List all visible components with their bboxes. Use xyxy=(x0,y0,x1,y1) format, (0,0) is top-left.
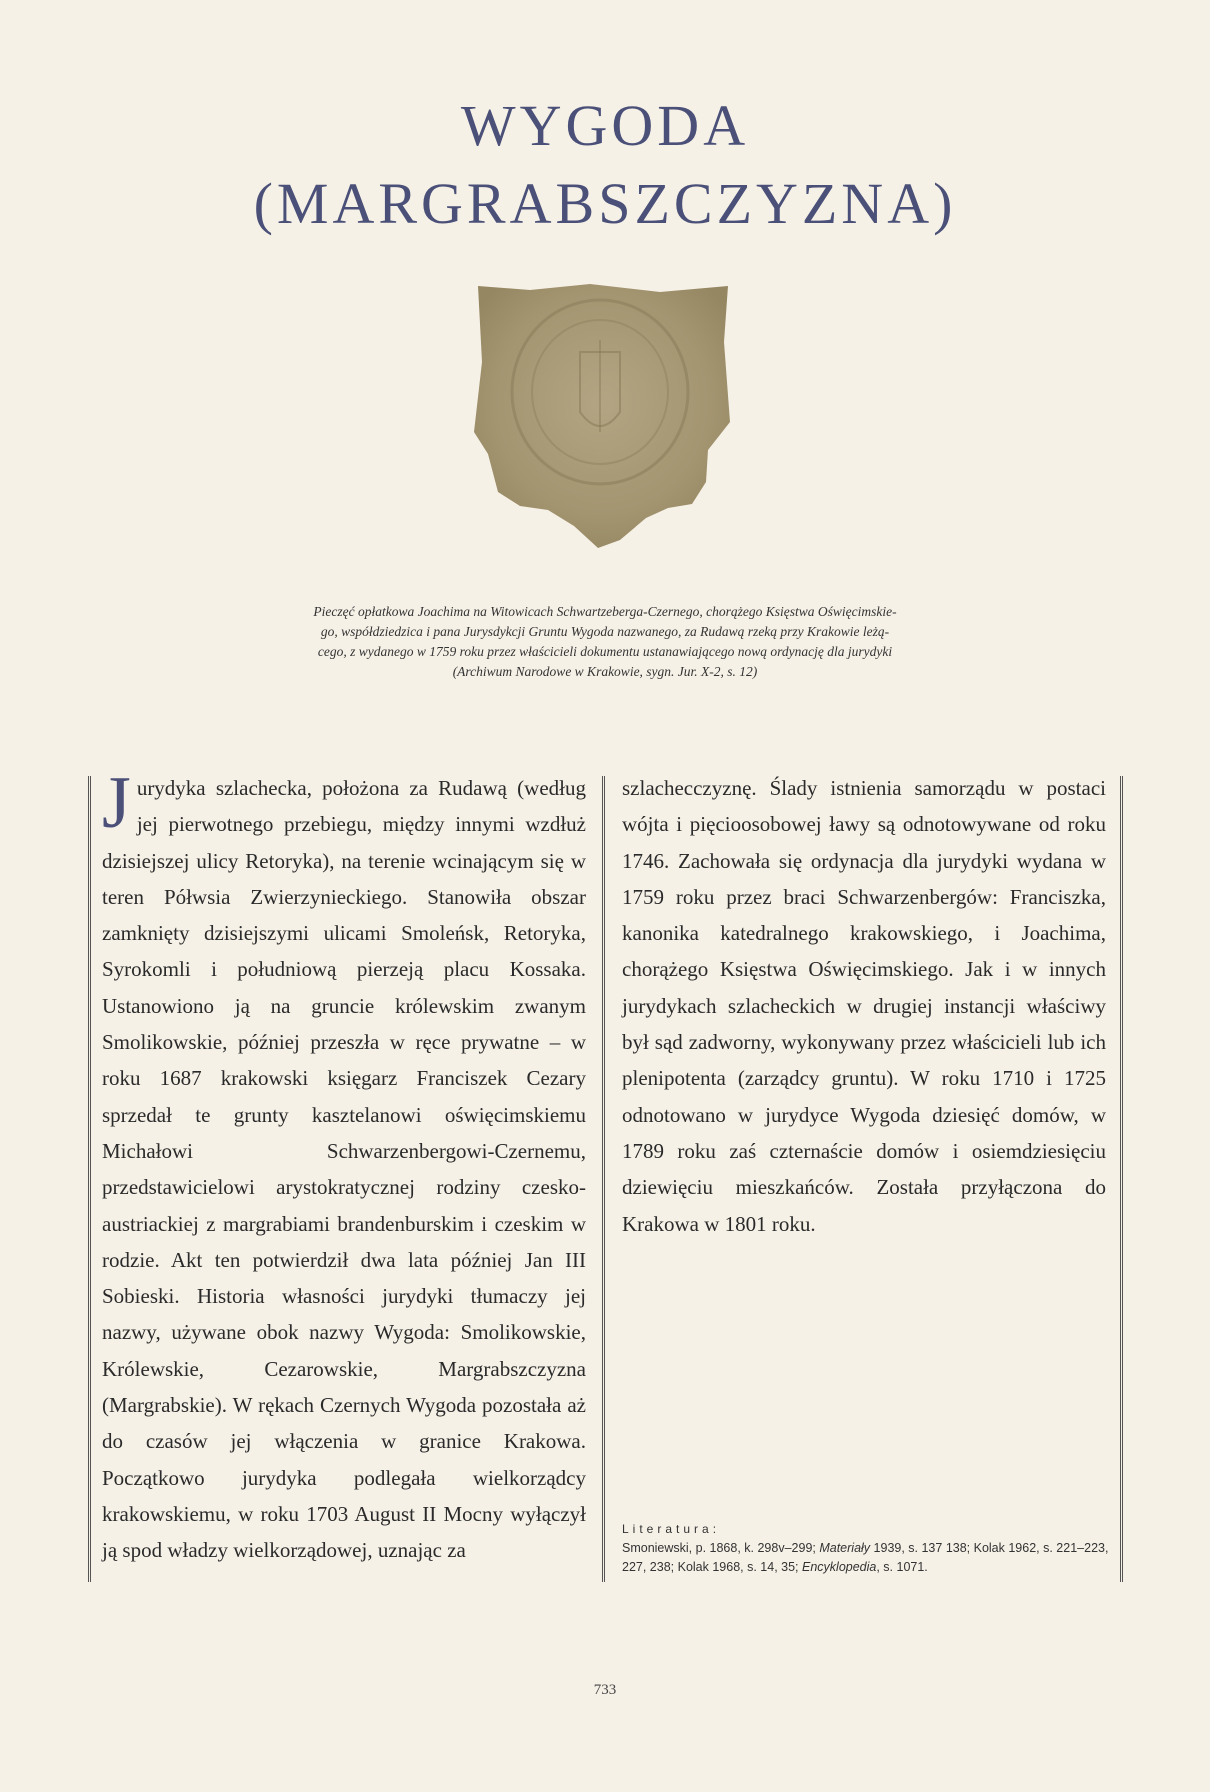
literature-ref-title: Encyklopedia xyxy=(802,1560,877,1574)
page-title-line1: WYGODA xyxy=(460,93,750,158)
body-text-right: szlachecczyznę. Ślady istnienia samorządu w postaci wójta i pięcioosobowej ławy są odnotowywane od roku 1746. Zachowała się ordynacja dla jurydyki wydana w 1759 roku przez braci Schwarzenbergów: Franciszka, kanonika katedralnego krakowskiego, i Joachima, chorążego Księstwa Oświęcimskiego. Jak i w innych jurydykach szlacheckich w drugiej instancji właściwy był sąd zadworny, wykonywany przez właścicieli lub ich plenipotenta (zarządcy gruntu). W roku 1710 i 1725 odnotowano w jurydyce Wygoda dziesięć domów, w 1789 roku zaś czternaście domów i osiemdziesięciu dziewięciu mieszkańców. Została przyłączona do Krakowa w 1801 roku. xyxy=(622,776,1106,1236)
page-title-line2: (MARGRABSZCZYZNA) xyxy=(253,171,957,236)
right-column-rule xyxy=(1120,776,1123,1582)
body-column-left xyxy=(102,762,586,1584)
literature-ref-text: , s. 1071. xyxy=(876,1560,928,1574)
body-column-right xyxy=(622,770,1106,1270)
literature-ref-text: 1939, s. 137 138; Kolak 1962, s. 221–223, 227, 238; Kolak 1968, s. 14, 35; xyxy=(622,1541,1109,1574)
wax-seal-image xyxy=(470,282,732,550)
body-text-left: urydyka szlachecka, położona za Rudawą (według jej pierwotnego przebiegu, między innymi wzdłuż dzisiejszej ulicy Retoryka), na terenie wcinającym się w teren Półwsia Zwierzynieckiego. Stanowiła obszar zamknięty dzisiejszymi ulicami Smoleńsk, Retoryka, Syrokomli i południową pierzeją placu Kossaka. Ustanowiono ją na gruncie królewskim zwanym Smolikowskie, później przeszła w ręce prywatne – w roku 1687 krakowski księgarz Franciszek Cezary sprzedał te grunty kasztelanowi oświęcimskiemu Michałowi Schwarzenbergowi-Czernemu, przedstawicielowi arystokratycznej rodziny czesko-austriackiej z margrabiami brandenburskim i czeskim w rodzie. Akt ten potwierdził dwa lata później Jan III Sobieski. Historia własności jurydyki tłumaczy jej nazwy, używane obok nazwy Wygoda: Smolikowskie, Królewskie, Cezarowskie, Margrabszczyzna (Margrabskie). W rękach Czernych Wygoda pozostała aż do czasów jej włączenia w granice Krakowa. Początkowo jurydyka podlegała wielkorządcy krakowskiemu, w roku 1703 August II Mocny wyłączył ją spod władzy wielkorządowej, uznając za xyxy=(102,776,586,1563)
caption-line: cego, z wydanego w 1759 roku przez właścicieli dokumentu ustanawiającego nową ordynację dla jurydyki xyxy=(317,644,893,659)
caption-line: (Archiwum Narodowe w Krakowie, sygn. Jur. X-2, s. 12) xyxy=(452,664,758,679)
drop-cap: J xyxy=(102,762,131,844)
literature-references xyxy=(622,1539,1112,1577)
literature-heading: Literatura: xyxy=(622,1522,721,1536)
caption-line: Pieczęć opłatkowa Joachima na Witowicach Schwartzeberga-Czernego, chorążego Księstwa Oświęcimskie- xyxy=(313,604,897,619)
literature-ref-text: Smoniewski, p. 1868, k. 298v–299; xyxy=(622,1541,820,1555)
page-number: 733 xyxy=(593,1682,617,1698)
left-column-rule xyxy=(88,776,91,1582)
center-column-rule xyxy=(602,776,605,1582)
caption-line: go, współdziedzica i pana Jurysdykcji Gruntu Wygoda nazwanego, za Rudawą rzeką przy Krakowie leżą- xyxy=(320,624,890,639)
literature-ref-title: Materiały xyxy=(819,1541,871,1555)
literature-section xyxy=(622,1520,1112,1577)
image-caption xyxy=(240,602,970,682)
